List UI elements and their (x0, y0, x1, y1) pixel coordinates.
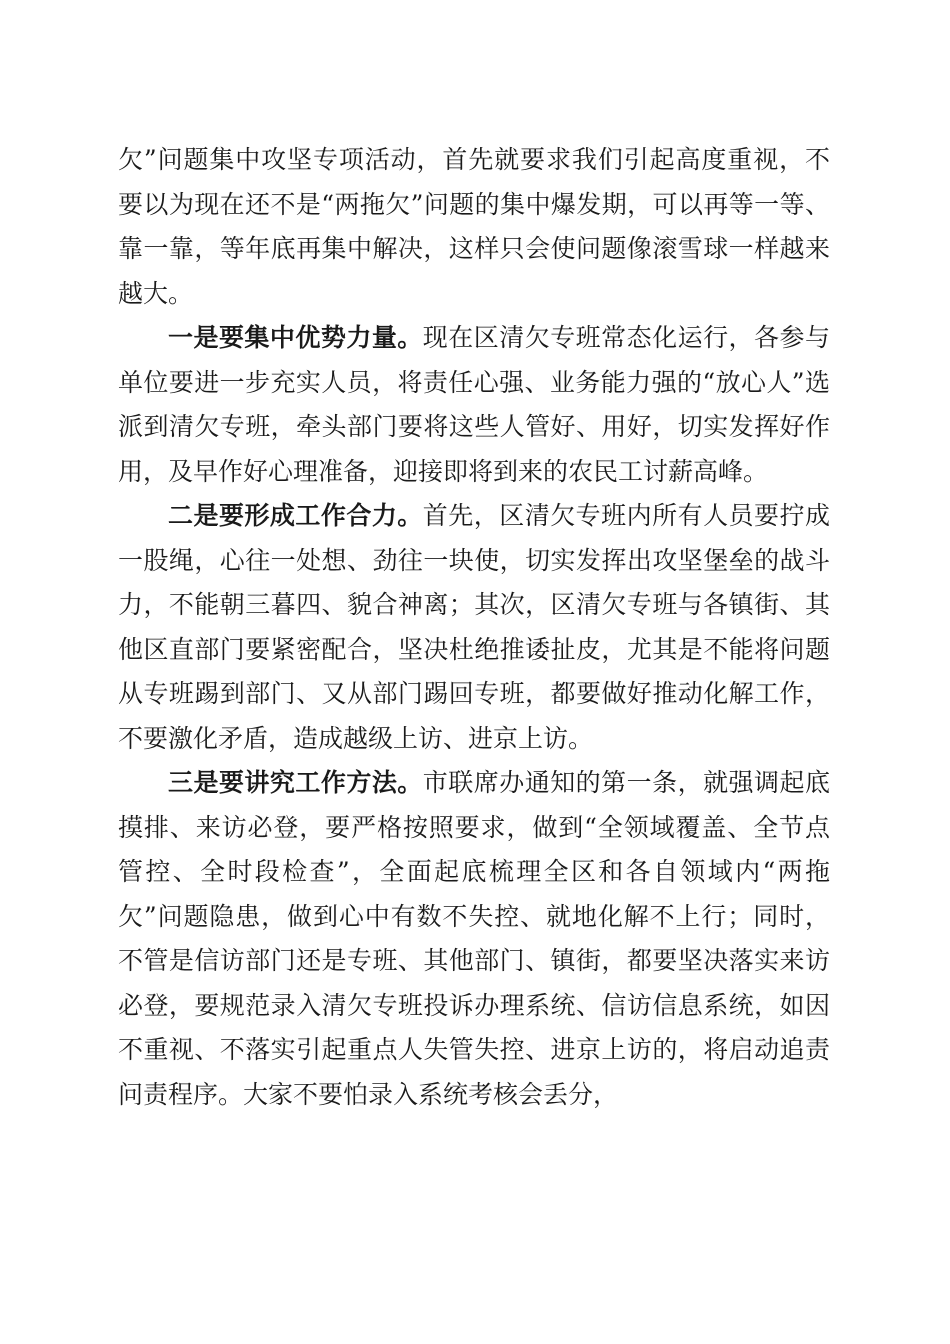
paragraph-heading: 三是要讲究工作方法。 (168, 768, 423, 797)
paragraph-point-three (118, 761, 830, 1117)
paragraph-text: 欠”问题集中攻坚专项活动，首先就要求我们引起高度重视，不要以为现在还不是“两拖欠”问题的集中爆发期，可以再等一等、靠一靠，等年底再集中解决，这样只会使问题像滚雪球一样越来越大。 (118, 145, 830, 308)
paragraph-point-two (118, 494, 830, 761)
paragraph-heading: 二是要形成工作合力。 (168, 501, 423, 530)
paragraph-text: 现在区清欠专班常态化运行，各参与单位要进一步充实人员，将责任心强、业务能力强的“放心人”选派到清欠专班，牵头部门要将这些人管好、用好，切实发挥好作用，及早作好心理准备，迎接即将到来的农民工讨薪高峰。 (118, 323, 830, 486)
document-page (118, 138, 830, 1117)
paragraph-text: 市联席办通知的第一条，就强调起底摸排、来访必登，要严格按照要求，做到“全领域覆盖、全节点管控、全时段检查”，全面起底梳理全区和各自领域内“两拖欠”问题隐患，做到心中有数不失控、就地化解不上行；同时，不管是信访部门还是专班、其他部门、镇街，都要坚决落实来访必登，要规范录入清欠专班投诉办理系统、信访信息系统，如因不重视、不落实引起重点人失管失控、进京上访的，将启动追责问责程序。大家不要怕录入系统考核会丢分， (118, 768, 830, 1109)
paragraph-intro (118, 138, 830, 316)
paragraph-point-one (118, 316, 830, 494)
paragraph-text: 首先，区清欠专班内所有人员要拧成一股绳，心往一处想、劲往一块使，切实发挥出攻坚堡垒的战斗力，不能朝三暮四、貌合神离；其次，区清欠专班与各镇街、其他区直部门要紧密配合，坚决杜绝推诿扯皮，尤其是不能将问题从专班踢到部门、又从部门踢回专班，都要做好推动化解工作，不要激化矛盾，造成越级上访、进京上访。 (118, 501, 830, 753)
paragraph-heading: 一是要集中优势力量。 (168, 323, 423, 352)
